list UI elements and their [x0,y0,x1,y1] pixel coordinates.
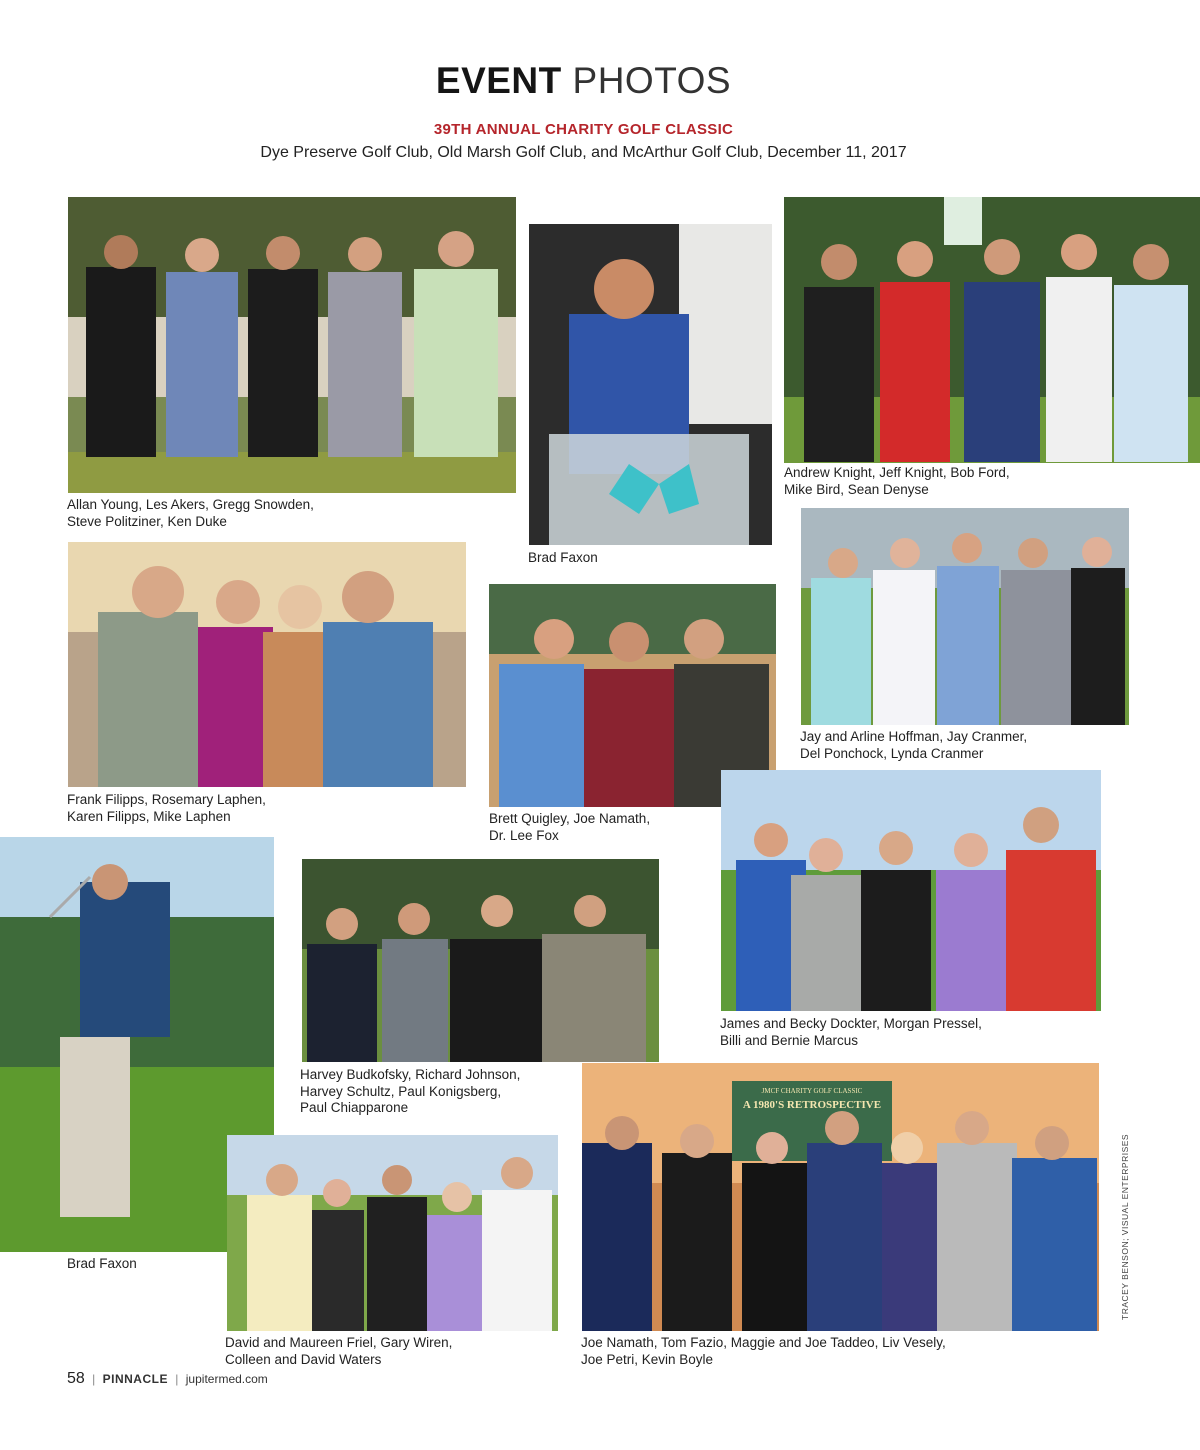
caption-line: Harvey Schultz, Paul Konigsberg, [300,1083,502,1099]
magazine-name: PINNACLE [102,1372,168,1386]
photo-golfers-group-6[interactable] [227,1135,558,1331]
photo-golfers-group-3[interactable] [801,508,1129,725]
website-link[interactable]: jupitermed.com [185,1372,268,1386]
page-title [0,60,1167,102]
caption-line: Mike Bird, Sean Denyse [784,481,929,497]
caption-line: Paul Chiapparone [300,1100,409,1115]
caption-line: Brad Faxon [528,550,598,565]
photo-golfers-group-5[interactable] [721,770,1101,1011]
caption-photo-11 [581,1335,946,1368]
caption-line: Billi and Bernie Marcus [720,1032,859,1048]
photo-four-guests[interactable] [68,542,466,787]
caption-line: Allan Young, Les Akers, Gregg Snowden, [67,497,314,512]
caption-photo-3 [784,465,1010,498]
caption-photo-2 [528,550,598,567]
caption-line: Del Ponchock, Lynda Cranmer [800,745,984,761]
sign-line-1: JMCF CHARITY GOLF CLASSIC [761,1087,863,1095]
caption-photo-10 [225,1335,452,1368]
caption-photo-6 [800,729,1027,762]
photo-podium-speaker[interactable] [529,224,772,545]
title-light: PHOTOS [572,60,732,101]
photo-golfers-group-4[interactable] [302,859,659,1062]
page-footer [67,1370,268,1388]
caption-photo-1 [67,497,314,530]
caption-line: Andrew Knight, Jeff Knight, Bob Ford, [784,465,1010,480]
photo-dinner-group[interactable] [582,1063,1099,1331]
caption-photo-8 [300,1067,520,1117]
title-bold: EVENT [435,60,562,101]
caption-line: Joe Namath, Tom Fazio, Maggie and Joe Taddeo, Liv Vesely, [581,1335,946,1350]
caption-line: Joe Petri, Kevin Boyle [581,1351,714,1367]
caption-line: Karen Filipps, Mike Laphen [67,808,231,824]
caption-line: Frank Filipps, Rosemary Laphen, [67,792,266,807]
caption-photo-9 [720,1016,982,1049]
caption-line: Steve Politziner, Ken Duke [67,513,227,529]
caption-photo-4 [67,792,266,825]
caption-line: Jay and Arline Hoffman, Jay Cranmer, [800,729,1028,744]
page-number: 58 [67,1370,85,1387]
photo-golfers-group-2[interactable] [784,197,1200,463]
caption-photo-5 [489,811,650,844]
event-details: Dye Preserve Golf Club, Old Marsh Golf Club, and McArthur Golf Club, December 11, 2017 [260,144,907,161]
caption-line: James and Becky Dockter, Morgan Pressel, [720,1016,982,1031]
caption-line: David and Maureen Friel, Gary Wiren, [225,1335,453,1350]
photo-golfers-group-1[interactable] [68,197,516,493]
sign-line-2: A 1980'S RETROSPECTIVE [742,1099,882,1111]
caption-line: Dr. Lee Fox [489,827,559,843]
caption-line: Colleen and David Waters [225,1351,382,1367]
caption-line: Brett Quigley, Joe Namath, [489,811,651,826]
photo-credit: TRACEY BENSON; VISUAL ENTERPRISES [1120,1133,1130,1320]
caption-line: Brad Faxon [67,1256,137,1271]
caption-photo-7 [67,1256,137,1273]
event-name: 39TH ANNUAL CHARITY GOLF CLASSIC [433,121,734,138]
caption-line: Harvey Budkofsky, Richard Johnson, [300,1067,521,1082]
footer-separator: | [92,1372,96,1386]
footer-separator: | [175,1372,179,1386]
